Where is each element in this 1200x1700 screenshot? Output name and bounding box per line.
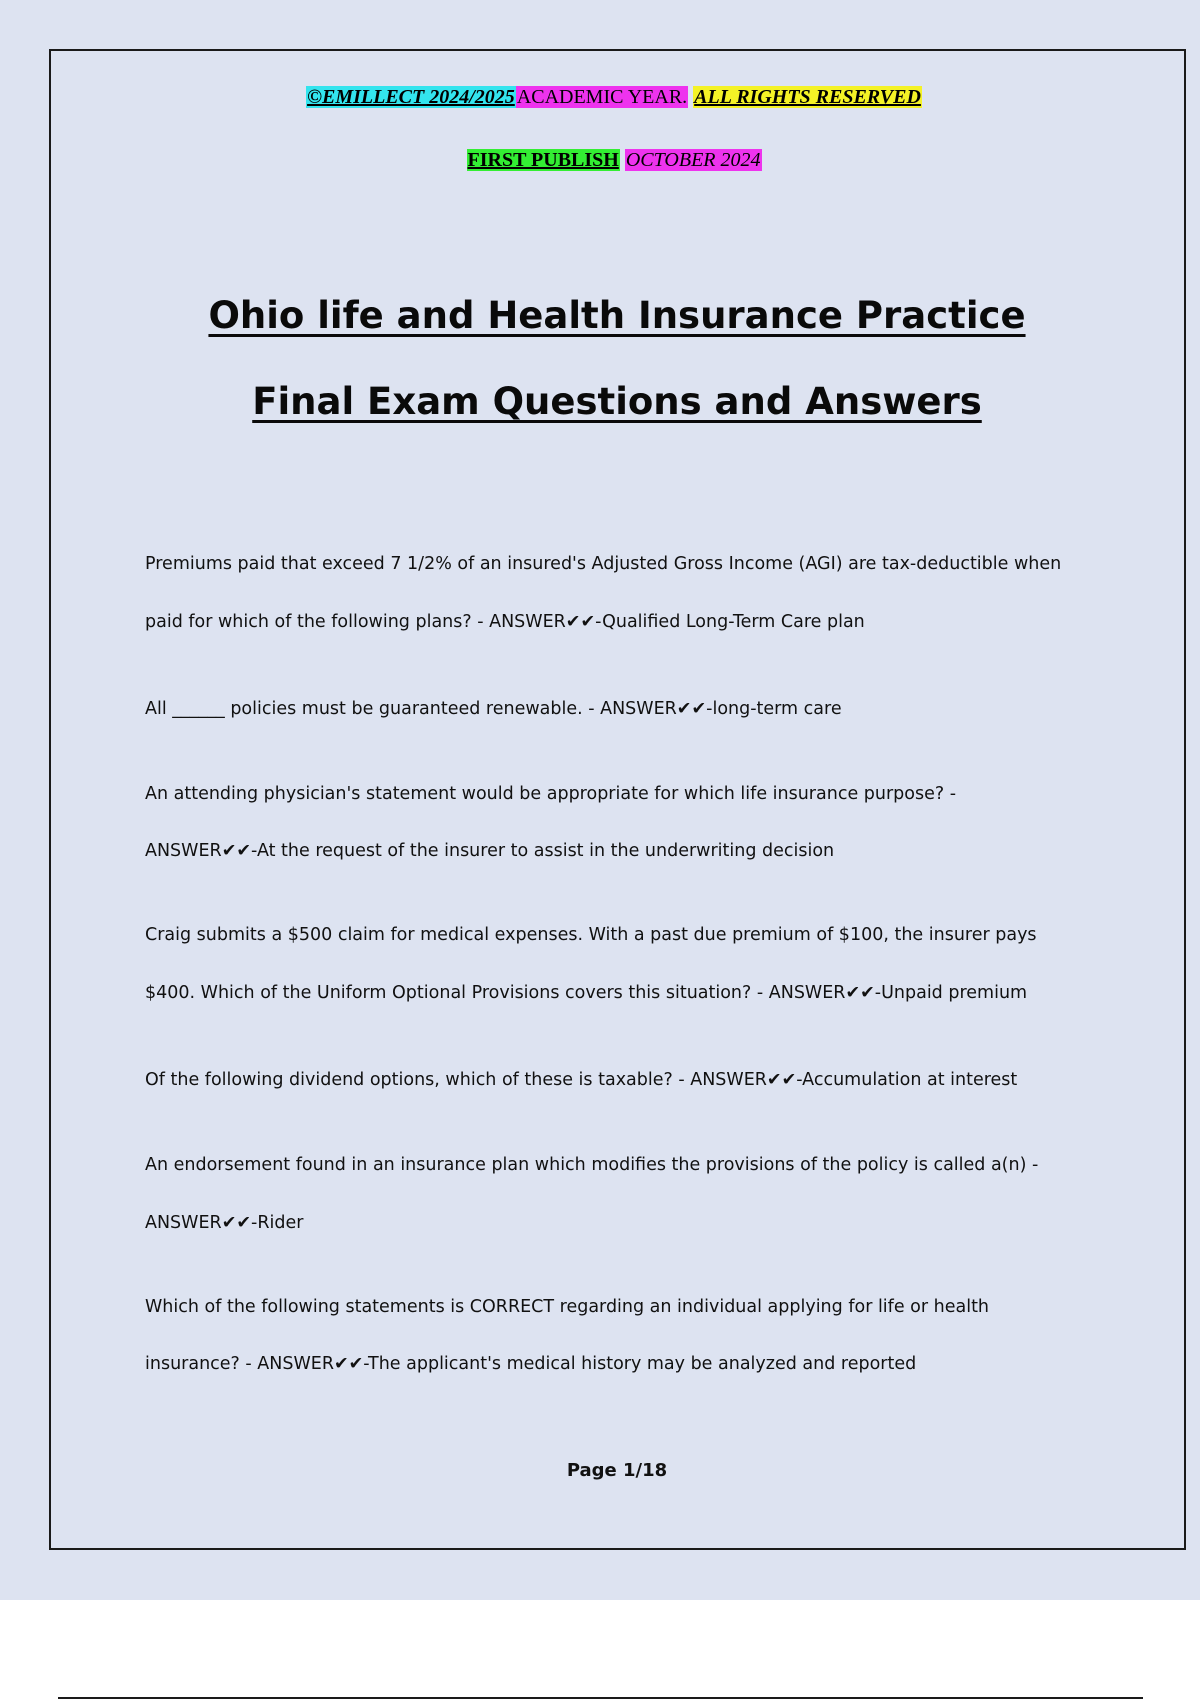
- qa-line: Craig submits a $500 claim for medical expenses. With a past due premium of $100, the insurer pays: [145, 925, 1037, 945]
- qa-line: ANSWER✔✔-At the request of the insurer to assist in the underwriting decision: [145, 841, 835, 861]
- document-title-line-1: Ohio life and Health Insurance Practice: [208, 294, 1026, 337]
- document-title-line-2: Final Exam Questions and Answers: [252, 380, 982, 423]
- first-publish-label: FIRST PUBLISH: [467, 149, 619, 171]
- academic-year-label: ACADEMIC YEAR.: [516, 86, 688, 108]
- qa-line: insurance? - ANSWER✔✔-The applicant's medical history may be analyzed and reported: [145, 1354, 917, 1374]
- publish-header: [14, 147, 1200, 173]
- page-number: Page 1/18: [566, 1460, 668, 1481]
- qa-line: All ______ policies must be guaranteed renewable. - ANSWER✔✔-long-term care: [145, 699, 842, 719]
- qa-line: $400. Which of the Uniform Optional Provisions covers this situation? - ANSWER✔✔-Unpaid premium: [145, 983, 1028, 1003]
- qa-line: Of the following dividend options, which of these is taxable? - ANSWER✔✔-Accumulation at interest: [145, 1070, 1018, 1090]
- publish-date-label: OCTOBER 2024: [625, 149, 761, 171]
- qa-line: paid for which of the following plans? - ANSWER✔✔-Qualified Long-Term Care plan: [145, 612, 865, 632]
- qa-line: An attending physician's statement would be appropriate for which life insurance purpose? -: [145, 784, 957, 804]
- qa-line: ANSWER✔✔-Rider: [145, 1213, 304, 1233]
- qa-line: Which of the following statements is CORRECT regarding an individual applying for life or health: [145, 1297, 990, 1317]
- rights-label: ALL RIGHTS RESERVED: [694, 86, 921, 108]
- qa-line: An endorsement found in an insurance plan which modifies the provisions of the policy is called a(n) -: [145, 1155, 1039, 1175]
- copyright-header: [14, 84, 1200, 110]
- qa-line: Premiums paid that exceed 7 1/2% of an insured's Adjusted Gross Income (AGI) are tax-deductible when: [145, 554, 1062, 574]
- copyright-label: ©EMILLECT 2024/2025: [307, 86, 515, 108]
- next-page-divider: [58, 1697, 1143, 1699]
